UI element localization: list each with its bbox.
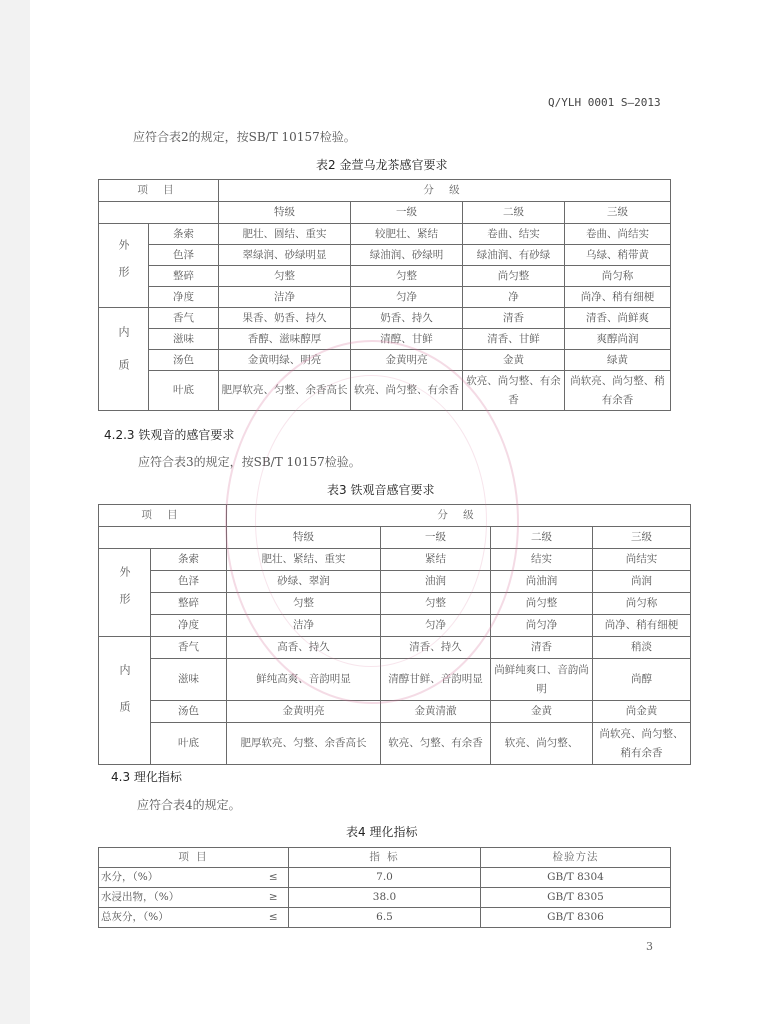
row-item: 整碎 <box>151 593 227 615</box>
group-label: 外形 <box>99 224 149 308</box>
grade-header: 特级 <box>227 527 381 549</box>
table3-grade-header: 分 级 <box>227 505 691 527</box>
table4-method: GB/T 8304 <box>481 868 671 888</box>
table-cell: 卷曲、尚结实 <box>565 224 671 245</box>
table-cell: 鲜纯高爽、音韵明显 <box>227 659 381 701</box>
table4-operator: ≥ <box>259 888 289 908</box>
table-cell: 果香、奶香、持久 <box>219 308 351 329</box>
table-cell: 尚金黄 <box>593 701 691 723</box>
table-cell: 绿油润、砂绿明 <box>351 245 463 266</box>
row-item: 汤色 <box>149 350 219 371</box>
table-cell: 清香、持久 <box>381 637 491 659</box>
grade-header: 特级 <box>219 202 351 224</box>
group-label: 内质 <box>99 637 151 765</box>
table-cell: 尚匀称 <box>565 266 671 287</box>
table-cell: 匀整 <box>219 266 351 287</box>
table4-item: 水浸出物，（%） <box>99 888 259 908</box>
row-item: 条索 <box>151 549 227 571</box>
table4-header-value: 指 标 <box>289 848 481 868</box>
row-item: 香气 <box>149 308 219 329</box>
table-cell: 高香、持久 <box>227 637 381 659</box>
table-cell: 洁净 <box>219 287 351 308</box>
document-code: Q/YLH 0001 S—2013 <box>548 96 661 109</box>
table-cell: 较肥壮、紧结 <box>351 224 463 245</box>
table-cell: 软亮、尚匀整、 <box>491 723 593 765</box>
table-cell: 洁净 <box>227 615 381 637</box>
table-cell: 匀净 <box>351 287 463 308</box>
row-item: 色泽 <box>149 245 219 266</box>
table-cell: 香醇、滋味醇厚 <box>219 329 351 350</box>
table4-operator: ≤ <box>259 868 289 888</box>
table2-blank <box>99 202 219 224</box>
table-cell: 肥厚软亮、匀整、余香高长 <box>227 723 381 765</box>
section-4-2-3-text: 应符合表3的规定，按SB/T 10157检验。 <box>138 455 361 469</box>
section-4-3-text: 应符合表4的规定。 <box>137 798 241 812</box>
table-cell: 软亮、匀整、有余香 <box>381 723 491 765</box>
table-cell: 匀整 <box>227 593 381 615</box>
table-cell: 清香 <box>463 308 565 329</box>
table-cell: 尚净、稍有细梗 <box>565 287 671 308</box>
grade-header: 三级 <box>593 527 691 549</box>
table-cell: 尚净、稍有细梗 <box>593 615 691 637</box>
section-4-2-3-title: 4.2.3 铁观音的感官要求 <box>104 428 235 442</box>
table-cell: 匀整 <box>351 266 463 287</box>
row-item: 净度 <box>149 287 219 308</box>
table-cell: 金黄明亮 <box>351 350 463 371</box>
table4-header-method: 检验方法 <box>481 848 671 868</box>
table3-item-header: 项 目 <box>99 505 227 527</box>
table-cell: 尚鲜纯爽口、音韵尚明 <box>491 659 593 701</box>
row-item: 叶底 <box>149 371 219 411</box>
group-label: 内质 <box>99 308 149 411</box>
table-cell: 翠绿润、砂绿明显 <box>219 245 351 266</box>
table-cell: 肥壮、紧结、重实 <box>227 549 381 571</box>
table-cell: 奶香、持久 <box>351 308 463 329</box>
table-cell: 卷曲、结实 <box>463 224 565 245</box>
group-label: 外形 <box>99 549 151 637</box>
table-cell: 清醇、甘鲜 <box>351 329 463 350</box>
row-item: 整碎 <box>149 266 219 287</box>
table4-value: 38.0 <box>289 888 481 908</box>
table2-caption: 表2 金萱乌龙茶感官要求 <box>316 158 448 172</box>
table-cell: 砂绿、翠润 <box>227 571 381 593</box>
row-item: 滋味 <box>151 659 227 701</box>
table-cell: 尚匀净 <box>491 615 593 637</box>
page-number: 3 <box>646 940 653 953</box>
row-item: 香气 <box>151 637 227 659</box>
row-item: 叶底 <box>151 723 227 765</box>
grade-header: 二级 <box>491 527 593 549</box>
table-cell: 软亮、尚匀整、有余香 <box>463 371 565 411</box>
row-item: 滋味 <box>149 329 219 350</box>
table-cell: 爽醇尚润 <box>565 329 671 350</box>
table4 <box>98 847 671 928</box>
grade-header: 一级 <box>351 202 463 224</box>
table-cell: 尚匀整 <box>491 593 593 615</box>
table-cell: 油润 <box>381 571 491 593</box>
table-cell: 金黄清澈 <box>381 701 491 723</box>
table-cell: 肥厚软亮、匀整、余香高长 <box>219 371 351 411</box>
table-cell: 清香、甘鲜 <box>463 329 565 350</box>
intro-paragraph: 应符合表2的规定，按SB/T 10157检验。 <box>133 130 356 144</box>
table-cell: 净 <box>463 287 565 308</box>
table-cell: 匀净 <box>381 615 491 637</box>
table2 <box>98 179 671 411</box>
table-cell: 稍淡 <box>593 637 691 659</box>
row-item: 色泽 <box>151 571 227 593</box>
table2-item-header: 项 目 <box>99 180 219 202</box>
table3-caption: 表3 铁观音感官要求 <box>327 483 435 497</box>
table-cell: 紧结 <box>381 549 491 571</box>
table-cell: 软亮、尚匀整、有余香 <box>351 371 463 411</box>
table-cell: 绿黄 <box>565 350 671 371</box>
row-item: 净度 <box>151 615 227 637</box>
table3-blank <box>99 527 227 549</box>
table4-value: 7.0 <box>289 868 481 888</box>
table2-grade-header: 分 级 <box>219 180 671 202</box>
table4-item: 水分，（%） <box>99 868 259 888</box>
table4-operator: ≤ <box>259 908 289 928</box>
table4-header-item: 项 目 <box>99 848 289 868</box>
table4-value: 6.5 <box>289 908 481 928</box>
row-item: 条索 <box>149 224 219 245</box>
table-cell: 清香 <box>491 637 593 659</box>
table-cell: 尚结实 <box>593 549 691 571</box>
table-cell: 金黄明亮 <box>227 701 381 723</box>
section-4-3-title: 4.3 理化指标 <box>111 770 182 784</box>
table-cell: 金黄 <box>463 350 565 371</box>
table4-caption: 表4 理化指标 <box>346 825 418 839</box>
table4-method: GB/T 8305 <box>481 888 671 908</box>
table-cell: 绿油润、有砂绿 <box>463 245 565 266</box>
grade-header: 三级 <box>565 202 671 224</box>
table4-method: GB/T 8306 <box>481 908 671 928</box>
table-cell: 尚匀称 <box>593 593 691 615</box>
grade-header: 二级 <box>463 202 565 224</box>
table-cell: 肥壮、圆结、重实 <box>219 224 351 245</box>
table-cell: 匀整 <box>381 593 491 615</box>
table-cell: 尚匀整 <box>463 266 565 287</box>
table-cell: 金黄明绿、明亮 <box>219 350 351 371</box>
table3 <box>98 504 691 765</box>
table-cell: 尚软亮、尚匀整、稍有余香 <box>593 723 691 765</box>
table-cell: 清香、尚鲜爽 <box>565 308 671 329</box>
table-cell: 尚油润 <box>491 571 593 593</box>
row-item: 汤色 <box>151 701 227 723</box>
table4-item: 总灰分，（%） <box>99 908 259 928</box>
table-cell: 尚醇 <box>593 659 691 701</box>
table-cell: 尚软亮、尚匀整、稍有余香 <box>565 371 671 411</box>
table-cell: 乌绿、稍带黄 <box>565 245 671 266</box>
table-cell: 结实 <box>491 549 593 571</box>
table-cell: 金黄 <box>491 701 593 723</box>
table-cell: 尚润 <box>593 571 691 593</box>
grade-header: 一级 <box>381 527 491 549</box>
table-cell: 清醇甘鲜、音韵明显 <box>381 659 491 701</box>
